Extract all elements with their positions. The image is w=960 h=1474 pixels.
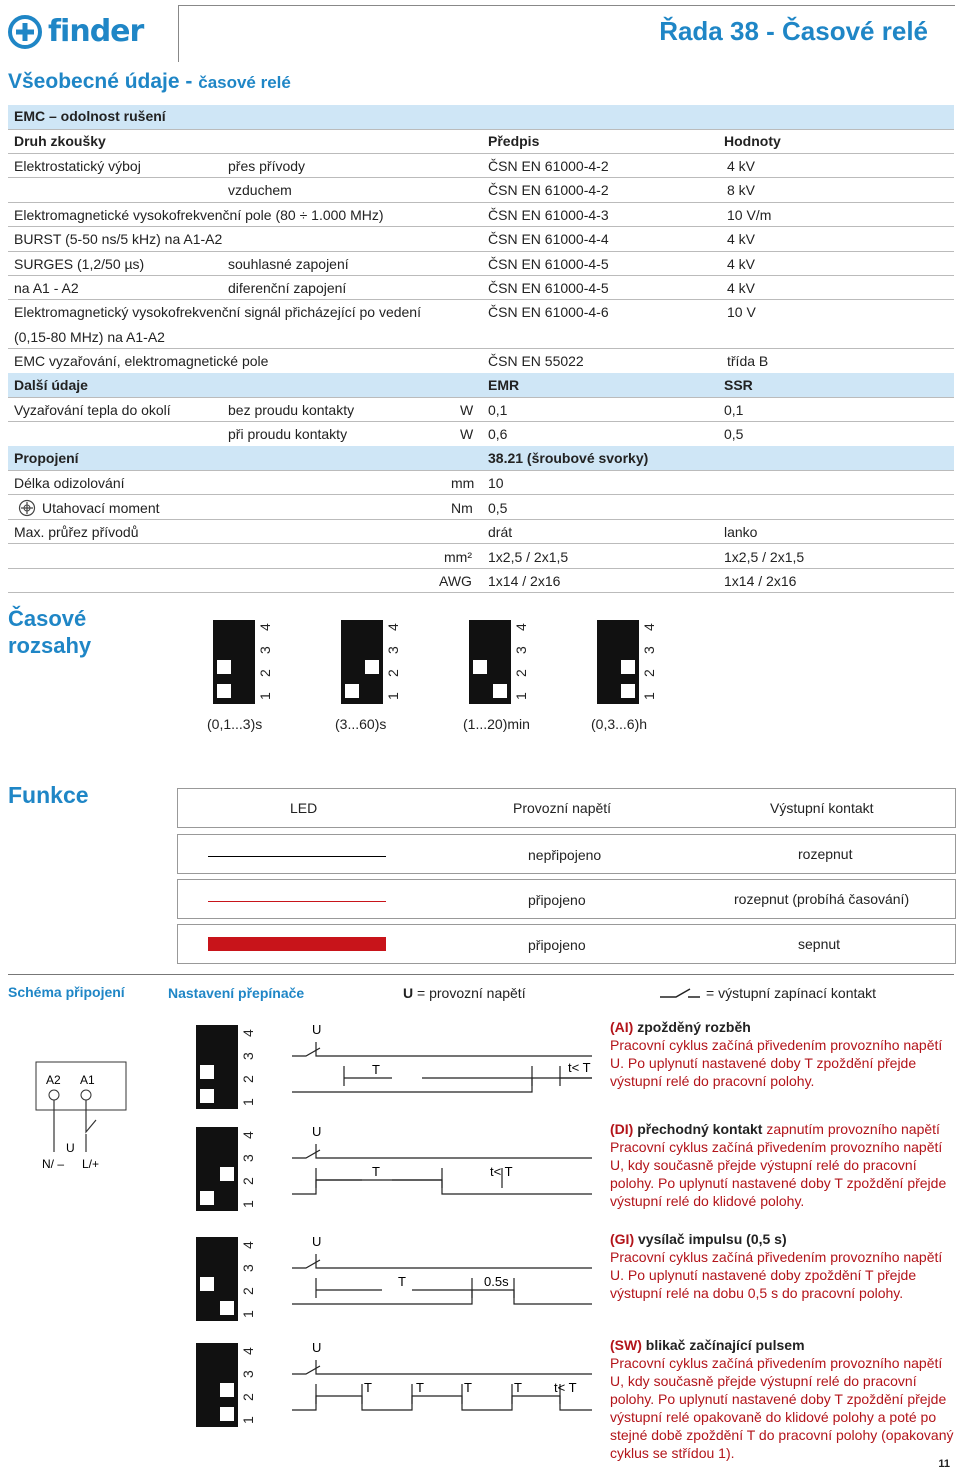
emc-cell-c: ČSN EN 55022 (488, 353, 584, 370)
timing-label: U (312, 1022, 322, 1037)
u-symbol: U (403, 985, 414, 1001)
dip-switch-knob (200, 1191, 214, 1205)
timing-label: U (312, 1124, 322, 1139)
emc-cell-b: přes přívody (228, 158, 306, 174)
heat-ssr: 0,1 (724, 402, 744, 418)
heat-cond: bez proudu kontakty (228, 402, 355, 418)
dip-switch-knob (345, 684, 359, 698)
torque-value: 0,5 (488, 500, 508, 516)
dip-switch-knob (220, 1383, 234, 1397)
time-range-label: (0,1...3)s (207, 716, 263, 732)
emc-cell-a: (0,15-80 MHz) na A1-A2 (14, 328, 165, 345)
torque-label: Utahovací moment (42, 500, 160, 516)
output-state: sepnut (798, 936, 841, 952)
mode-heading (610, 1018, 955, 1036)
output-header: Výstupní kontakt (770, 800, 874, 816)
function-row (177, 924, 956, 964)
emr-heading: EMR (488, 377, 520, 393)
dip-number: 3 (513, 646, 529, 654)
emc-cell-d: 8 kV (727, 182, 756, 199)
dip-number: 4 (513, 623, 529, 631)
strip-value: 10 (488, 475, 504, 491)
emc-cell-b: diferenční zapojení (228, 280, 347, 296)
divider (8, 177, 954, 178)
emc-cell-a: Elektromagnetický vysokofrekvenční signál přicházející po vedení (14, 304, 421, 321)
screw-icon (18, 499, 36, 517)
contact-symbol-icon (660, 985, 700, 1001)
dip-switch (213, 620, 255, 704)
mode-name: blikač začínající pulsem (645, 1337, 805, 1353)
cross-wire: 1x14 / 2x16 (488, 573, 561, 589)
connection-band (8, 446, 954, 470)
series-title: Řada 38 - Časové relé (659, 16, 928, 46)
switch-setting-label: Nastavení přepínače (168, 985, 305, 1001)
brand-name: finder (48, 14, 144, 49)
col-standard: Předpis (488, 133, 540, 149)
dip-number: 3 (385, 646, 401, 654)
heat-unit: W (460, 402, 474, 418)
dip-switch-knob (473, 660, 487, 674)
divider (8, 397, 954, 398)
dip-number: 4 (385, 623, 401, 631)
divider (8, 251, 954, 252)
function-row (177, 879, 956, 919)
led-indicator (208, 937, 386, 951)
dip-number: 4 (240, 1029, 256, 1037)
emc-cell-a: BURST (5-50 ns/5 kHz) na A1-A2 (14, 231, 223, 248)
timing-diagram (292, 1338, 602, 1428)
dip-number: 2 (240, 1075, 256, 1083)
col-values: Hodnoty (724, 133, 781, 149)
dip-number: 4 (240, 1241, 256, 1249)
led-indicator (208, 856, 386, 857)
mode-text: Pracovní cyklus začíná přivedením provozního napětí U, kdy současně přejde výstupní relé do pracovní polohy. Po uplynutí nastavené doby T zpoždění přejde výstupní relé do klidové polohy. (610, 1139, 947, 1209)
emc-cell-d: třída B (727, 353, 769, 370)
mode-description (610, 1336, 955, 1462)
other-band (8, 373, 954, 397)
divider (8, 592, 954, 593)
divider (8, 568, 954, 569)
timing-label: t< T (568, 1060, 591, 1075)
mode-dip-switch (196, 1237, 238, 1321)
brand-logo (8, 14, 143, 49)
dip-number: 2 (513, 669, 529, 677)
dip-switch-knob (365, 660, 379, 674)
heat-emr: 0,6 (488, 426, 508, 442)
emc-cell-b: souhlasné zapojení (228, 255, 349, 272)
mode-description (610, 1018, 955, 1090)
voltage-state: nepřipojeno (528, 847, 602, 863)
u-legend-text: = provozní napětí (417, 985, 526, 1001)
output-state: rozepnut (798, 846, 853, 862)
timing-label: U (312, 1340, 322, 1355)
emc-cell-b: vzduchem (228, 182, 292, 199)
mode-heading (610, 1230, 955, 1248)
mode-text: Pracovní cyklus začíná přivedením provozního napětí U, kdy současně přejde výstupní relé do pracovní polohy. Po uplynutí nastavené doby T zpoždění přejde výstupní relé opakovaně do klidové polohy a poté po stejné době zpoždění T do pracovní polohy (opakovaný cyklus se střídou 1). (610, 1355, 954, 1461)
dip-switch-knob (493, 684, 507, 698)
heat-ssr: 0,5 (724, 426, 744, 442)
section-title-main: Všeobecné údaje - (8, 70, 199, 93)
mode-heading (610, 1336, 955, 1354)
dip-switch-knob (200, 1089, 214, 1103)
output-state: rozepnut (probíhá časování) (734, 891, 910, 907)
wiring-a1: A1 (80, 1073, 95, 1087)
contact-legend: = výstupní zapínací kontakt (706, 985, 877, 1001)
dip-number: 4 (240, 1347, 256, 1355)
functions-header-row (177, 788, 956, 828)
dip-switch-knob (621, 660, 635, 674)
divider (8, 299, 954, 300)
dip-switch (597, 620, 639, 704)
section-subtitle: časové relé (198, 73, 291, 92)
dip-switch-knob (220, 1167, 234, 1181)
timing-label: T (372, 1164, 380, 1179)
timing-label: T (514, 1380, 522, 1395)
emc-cell-c: ČSN EN 61000-4-4 (488, 231, 609, 248)
mode-heading (610, 1120, 955, 1138)
timing-diagram (292, 1232, 602, 1322)
emc-cell-d: 4 kV (727, 280, 756, 296)
timing-label: T (398, 1274, 406, 1289)
wire-label: drát (488, 524, 513, 540)
dip-number: 2 (240, 1393, 256, 1401)
dip-number: 3 (240, 1154, 256, 1162)
divider (8, 974, 954, 975)
u-legend (403, 985, 526, 1001)
mode-code: (GI) (610, 1231, 635, 1247)
divider (8, 470, 954, 471)
emc-cell-a: na A1 - A2 (14, 280, 79, 296)
emc-cell-a: Elektrostatický výboj (14, 158, 141, 174)
dip-number: 1 (257, 692, 273, 700)
voltage-state: připojeno (528, 937, 586, 953)
mode-code: (SW) (610, 1337, 642, 1353)
dip-switch (341, 620, 383, 704)
col-test: Druh zkoušky (14, 133, 106, 149)
timing-label: t< T (554, 1380, 577, 1395)
divider (8, 202, 954, 203)
mode-name: přechodný kontakt (637, 1121, 763, 1137)
mode-name: zpožděný rozběh (637, 1019, 751, 1035)
dip-number: 2 (641, 669, 657, 677)
dip-number: 1 (240, 1200, 256, 1208)
strip-label: Délka odizolování (14, 475, 125, 491)
time-ranges-title: Časové rozsahy (8, 606, 92, 658)
strip-unit: mm (451, 475, 475, 491)
emc-cell-c: ČSN EN 61000-4-3 (488, 206, 609, 223)
timing-label: T (416, 1380, 424, 1395)
finder-logo-icon (8, 15, 42, 49)
torque-unit: Nm (451, 500, 473, 516)
dip-number: 1 (513, 692, 529, 700)
wiring-u: U (66, 1141, 75, 1155)
mode-dip-switch (196, 1343, 238, 1427)
emc-cell-c: ČSN EN 61000-4-2 (488, 182, 609, 199)
dip-number: 3 (240, 1370, 256, 1378)
dip-number: 4 (641, 623, 657, 631)
divider (8, 226, 954, 227)
dip-switch-knob (217, 684, 231, 698)
emc-cell-d: 4 kV (727, 255, 756, 272)
divider (8, 519, 954, 520)
emc-heading: EMC – odolnost rušení (14, 108, 166, 124)
mode-description (610, 1230, 955, 1302)
cross-strand: 1x2,5 / 2x1,5 (724, 549, 805, 565)
dip-number: 3 (240, 1052, 256, 1060)
mode-text: Pracovní cyklus začíná přivedením provozního napětí U. Po uplynutí nastavené doby T zpoždění přejde výstupní relé do pracovní polohy. (610, 1037, 943, 1089)
dip-switch-knob (217, 660, 231, 674)
dip-switch (469, 620, 511, 704)
connection-heading: Propojení (14, 450, 79, 466)
voltage-header: Provozní napětí (513, 800, 612, 816)
dip-number: 2 (257, 669, 273, 677)
voltage-state: připojeno (528, 892, 586, 908)
emc-cell-c: ČSN EN 61000-4-2 (488, 158, 609, 174)
wiring-n: N/ – (42, 1157, 65, 1171)
dip-switch-knob (220, 1407, 234, 1421)
emc-cell-c: ČSN EN 61000-4-5 (488, 280, 609, 296)
emc-cell-a: Elektromagnetické vysokofrekvenční pole (80 ÷ 1.000 MHz) (14, 206, 384, 223)
timing-label: T (364, 1380, 372, 1395)
dip-number: 3 (240, 1264, 256, 1272)
emc-cell-d: 4 kV (727, 158, 756, 174)
time-range-label: (0,3...6)h (591, 716, 648, 732)
heat-label: Vyzařování tepla do okolí (14, 402, 171, 418)
mode-code: (DI) (610, 1121, 634, 1137)
led-header: LED (290, 800, 318, 816)
heat-emr: 0,1 (488, 402, 508, 418)
heat-cond: při proudu kontakty (228, 426, 348, 442)
function-row (177, 834, 956, 874)
dip-number: 2 (240, 1287, 256, 1295)
wiring-a2: A2 (46, 1073, 61, 1087)
mode-dip-switch (196, 1127, 238, 1211)
dip-number: 2 (240, 1177, 256, 1185)
timing-diagram (292, 1020, 602, 1110)
mode-code: (AI) (610, 1019, 634, 1035)
mode-name-suffix: zapnutím provozního napětí (762, 1121, 940, 1137)
timing-label: U (312, 1234, 322, 1249)
dip-number: 1 (240, 1098, 256, 1106)
cross-unit: mm² (444, 549, 472, 565)
dip-switch-knob (621, 684, 635, 698)
other-heading: Další údaje (14, 377, 88, 393)
divider (8, 421, 954, 422)
dip-number: 1 (240, 1416, 256, 1424)
divider (8, 494, 954, 495)
dip-number: 1 (385, 692, 401, 700)
divider (8, 153, 954, 154)
timing-label: T (464, 1380, 472, 1395)
connection-type: 38.21 (šroubové svorky) (488, 450, 649, 466)
timing-diagram (292, 1122, 602, 1212)
cross-wire: 1x2,5 / 2x1,5 (488, 549, 569, 565)
ssr-heading: SSR (724, 377, 753, 393)
schema-label: Schéma připojení (8, 984, 125, 1000)
dip-number: 1 (240, 1310, 256, 1318)
section-title (8, 70, 291, 94)
mode-description (610, 1120, 955, 1210)
functions-title: Funkce (8, 782, 89, 808)
led-indicator (208, 901, 386, 902)
mode-dip-switch (196, 1025, 238, 1109)
timing-label: 0.5s (484, 1274, 509, 1289)
emc-cell-d: 4 kV (727, 231, 756, 248)
cross-label: Max. průřez přívodů (14, 524, 139, 540)
emc-cell-c: ČSN EN 61000-4-5 (488, 255, 609, 272)
dip-number: 1 (641, 692, 657, 700)
mode-name: vysílač impulsu (0,5 s) (638, 1231, 787, 1247)
emc-cell-d: 10 V (727, 304, 756, 321)
wiring-diagram (14, 1020, 164, 1180)
timing-label: t< T (490, 1164, 513, 1179)
page-number: 11 (938, 1458, 950, 1470)
timing-label: T (372, 1062, 380, 1077)
cross-unit: AWG (439, 573, 472, 589)
emc-cell-d: 10 V/m (727, 206, 772, 223)
dip-number: 3 (641, 646, 657, 654)
dip-number: 4 (240, 1131, 256, 1139)
dip-number: 4 (257, 623, 273, 631)
dip-switch-knob (200, 1065, 214, 1079)
time-range-label: (1...20)min (463, 716, 530, 732)
strand-label: lanko (724, 524, 758, 540)
heat-unit: W (460, 426, 474, 442)
dip-switch-knob (200, 1277, 214, 1291)
mode-text: Pracovní cyklus začíná přivedením provozního napětí U. Po uplynutí nastavené doby zpoždění T přejde výstupní relé na dobu 0,5 s do pracovní polohy. (610, 1249, 943, 1301)
dip-switch-knob (220, 1301, 234, 1315)
divider (8, 129, 954, 130)
emc-cell-c: ČSN EN 61000-4-6 (488, 304, 609, 321)
divider (8, 543, 954, 544)
dip-number: 2 (385, 669, 401, 677)
wiring-l: L/+ (82, 1157, 100, 1171)
emc-cell-a: SURGES (1,2/50 µs) (14, 255, 145, 272)
time-range-label: (3...60)s (335, 716, 387, 732)
divider (8, 275, 954, 276)
emc-cell-a: EMC vyzařování, elektromagnetické pole (14, 353, 269, 370)
cross-strand: 1x14 / 2x16 (724, 573, 797, 589)
divider (8, 348, 954, 349)
dip-number: 3 (257, 646, 273, 654)
